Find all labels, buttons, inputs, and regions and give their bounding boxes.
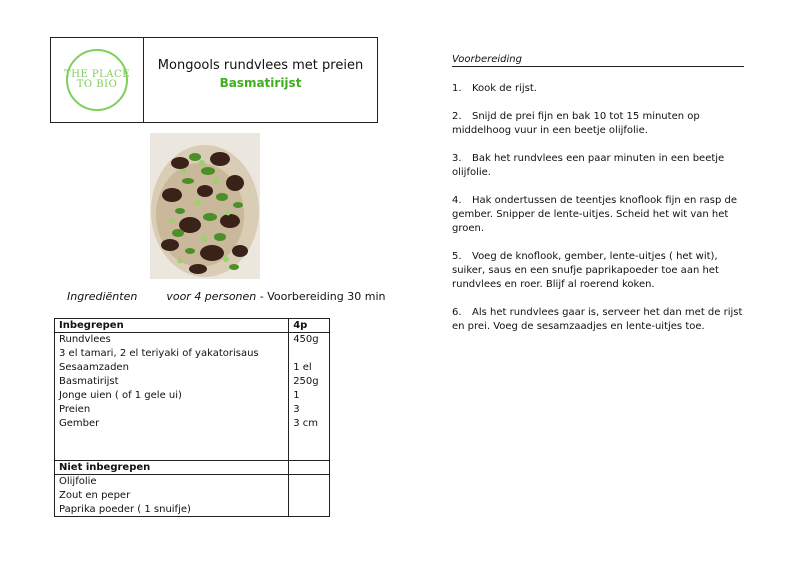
recipe-subtitle: Basmatirijst	[219, 76, 302, 90]
prep-time-label: - Voorbereiding 30 min	[259, 290, 386, 303]
dish-photo-illustration	[150, 133, 260, 279]
ingredient-qty: 3	[289, 403, 330, 417]
table-row	[55, 389, 330, 403]
persons-label: voor 4 personen	[166, 290, 257, 303]
portion-header: 4p	[289, 319, 330, 333]
step-number: 3.	[452, 153, 462, 164]
title-cell	[144, 38, 377, 122]
the-place-to-bio-logo	[66, 49, 128, 111]
preparation-title: Voorbereiding	[452, 54, 744, 67]
table-row	[55, 489, 330, 503]
step-text: Voeg de knoflook, gember, lente-uitjes ( het wit), suiker, saus en een snufje paprikapoeder toe aan het rundvlees en roer. Blijf al roerend koken.	[452, 251, 719, 290]
step-text: Bak het rundvlees een paar minuten in een beetje olijfolie.	[452, 153, 725, 178]
prep-step	[452, 152, 747, 180]
table-row	[55, 417, 330, 431]
step-number: 6.	[452, 307, 462, 318]
table-spacer-row	[55, 431, 330, 446]
step-number: 1.	[452, 83, 462, 94]
not-included-qty-header	[289, 461, 330, 475]
logo-line-1: THE PLACE	[64, 68, 130, 80]
prep-step	[452, 250, 747, 292]
dish-photo	[150, 133, 260, 279]
not-included-header: Niet inbegrepen	[55, 461, 289, 475]
ingredients-label: Ingrediënten	[67, 290, 138, 303]
ingredients-table	[54, 318, 330, 517]
table-row	[55, 333, 330, 347]
ingredient-qty: 450g	[289, 333, 330, 347]
ingredient-name: Olijfolie	[55, 475, 289, 489]
step-text: Hak ondertussen de teentjes knoflook fijn en rasp de gember. Snipper de lente-uitjes. Scheid het wit van het groen.	[452, 195, 738, 234]
ingredient-qty: 3 cm	[289, 417, 330, 431]
prep-step	[452, 306, 747, 334]
step-text: Als het rundvlees gaar is, serveer het dan met de rijst en prei. Voeg de sesamzaadjes en lente-uitjes toe.	[452, 307, 743, 332]
not-included-header-row	[55, 461, 330, 475]
ingredient-qty: 250g	[289, 375, 330, 389]
ingredient-name: Sesaamzaden	[55, 361, 289, 375]
ingredient-qty	[289, 489, 330, 503]
ingredient-name: Jonge uien ( of 1 gele ui)	[55, 389, 289, 403]
ingredients-heading	[67, 290, 385, 303]
preparation-steps	[452, 82, 747, 348]
ingredient-name: 3 el tamari, 2 el teriyaki of yakatorisaus	[55, 347, 289, 361]
ingredient-qty: 1	[289, 389, 330, 403]
logo-cell	[51, 38, 144, 122]
step-text: Snijd de prei fijn en bak 10 tot 15 minuten op middelhoog vuur in een beetje olijfolie.	[452, 111, 700, 136]
table-row	[55, 403, 330, 417]
step-text: Kook de rijst.	[472, 83, 537, 94]
step-number: 4.	[452, 195, 462, 206]
ingredient-qty	[289, 475, 330, 489]
step-number: 2.	[452, 111, 462, 122]
ingredient-qty	[289, 503, 330, 517]
ingredient-name: Rundvlees	[55, 333, 289, 347]
step-number: 5.	[452, 251, 462, 262]
ingredient-name: Paprika poeder ( 1 snuifje)	[55, 503, 289, 517]
included-header: Inbegrepen	[55, 319, 289, 333]
ingredient-name: Gember	[55, 417, 289, 431]
prep-step	[452, 110, 747, 138]
ingredient-name: Basmatirijst	[55, 375, 289, 389]
ingredient-name: Preien	[55, 403, 289, 417]
prep-step	[452, 194, 747, 236]
table-row	[55, 361, 330, 375]
ingredient-name: Zout en peper	[55, 489, 289, 503]
ingredient-qty	[289, 347, 330, 361]
prep-step	[452, 82, 747, 96]
table-row	[55, 347, 330, 361]
table-row	[55, 475, 330, 489]
recipe-header	[50, 37, 378, 123]
table-spacer-row	[55, 446, 330, 461]
recipe-title: Mongools rundvlees met preien	[157, 58, 364, 73]
table-row	[55, 503, 330, 517]
table-row	[55, 375, 330, 389]
ingredient-qty: 1 el	[289, 361, 330, 375]
logo-line-2: TO BIO	[76, 79, 118, 90]
table-header-row	[55, 319, 330, 333]
